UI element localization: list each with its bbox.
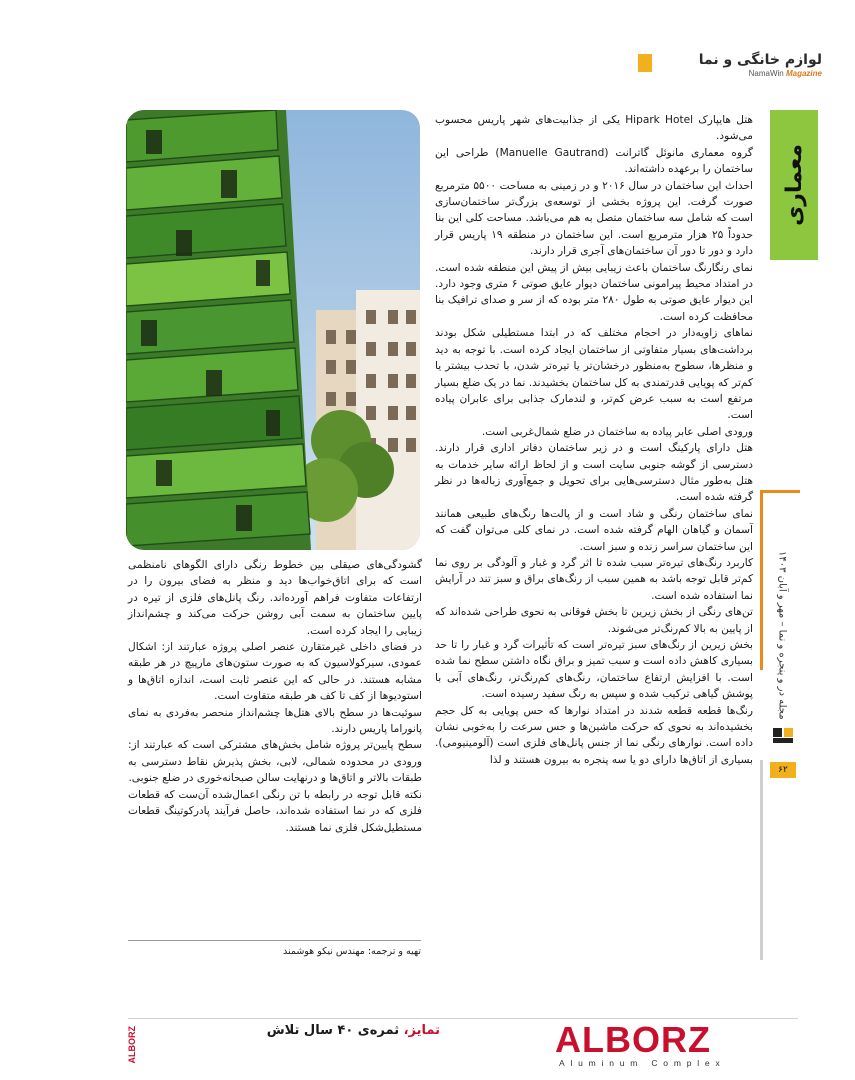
logo-brand: NamaWin <box>748 69 784 78</box>
paragraph: سوئیت‌ها در سطح بالای هتل‌ها چشم‌انداز منحصر به‌فردی به نمای پانوراما پاریس دارند. <box>128 706 422 736</box>
paragraph: هتل هایپارک Hipark Hotel یکی از جذابیت‌های شهر پاریس محسوب می‌شود. <box>435 114 754 143</box>
brand-tagline: Aluminum Complex <box>559 1058 726 1068</box>
paragraph: ورودی اصلی عابر پیاده به ساختمان در ضلع شمال‌غربی است. <box>481 425 753 438</box>
paragraph: نمای ساختمان رنگی و شاد است و از پالت‌ها رنگ‌های طبیعی همانند آسمان و گیاهان الهام گرفته شده است. در نمای کلی می‌توان گفت که این ساختمان سراسر زنده و سبز است. <box>435 507 753 553</box>
puzzle-logo-icon <box>770 722 796 748</box>
paragraph: بخش زیرین از رنگ‌های سبز تیره‌تر است که تأثیرات گرد و غبار را تا حد بسیاری کاهش داده است و سبب تمیز و براق نگاه داشتن سطح نما شده است. با افزایش ارتفاع ساختمان، رنگ‌های کم‌رنگ‌تر، رنگ‌های آبی با پوشش گیاهی ترکیب شده و سپس به رنگ سفید رسیده است. <box>435 639 753 701</box>
paragraph: رنگ‌ها قطعه قطعه شدند در امتداد نوارها که حس پویایی به کل حجم بخشیده‌اند به نحوی که حرکت ماشین‌ها و حس سرعت را به‌خوبی نشان داده است. نوارهای رنگی نما از جنس پانل‌های فلزی است (آلومینیومی). بسیاری از اتاق‌ها دارای دو یا سه پنجره به بیرون هستند و لذا <box>435 704 753 766</box>
section-title: معماری <box>781 144 807 226</box>
issue-label: مجله در و پنجره و نما – مهر و آبان ۱۴۰۳ <box>776 550 788 720</box>
paragraph: نماهای زاویه‌دار در احجام مختلف که در ابتدا مستطیلی شکل بودند برداشت‌های بسیار متفاوتی از ساختمان ایجاد کرده است. با توجه به دید و منظرها، سطوح به‌منظور درخشان‌تر یا تیره‌تر شدن، با تحدب بیشتر یا کم‌تر که پویایی قدرتمندی به کل ساختمان بخشیدند. نما در یک ضلع بسیار مرتفع است به سبب عرض کم‌تر، و لندمارک جذابی برای عابران پیاده است. <box>435 327 753 422</box>
brand-vertical-mark <box>126 1022 138 1068</box>
side-rule-grey <box>760 760 763 960</box>
building-photo <box>126 110 420 550</box>
logo-mark-icon <box>638 54 652 72</box>
accent-rule-horizontal <box>760 490 800 493</box>
logo-subtitle <box>749 69 822 78</box>
article-right-column <box>435 112 753 962</box>
paragraph: سطح پایین‌تر پروژه شامل بخش‌های مشترکی است که عبارتند از: ورودی در محدوده شمالی، لابی، بخش پذیرش نقاط دسترسی به طبقات بالاتر و اتاق‌ها و درنهایت سالن صبحانه‌خوری در ضلع جنوبی. <box>128 739 422 785</box>
magazine-logo <box>640 52 822 82</box>
paragraph: نکته قابل توجه در رابطه با تن رنگی اعمال‌شده آن‌ست که قطعات فلزی که در نما استفاده شده‌اند، حاصل فرآیند پادرکوتینگ قطعات مستطیل‌شکل فلزی نما هستند. <box>128 788 422 834</box>
accent-rule-vertical <box>760 490 763 670</box>
brand-name: ALBORZ <box>555 1019 711 1060</box>
paragraph: گروه معماری مانوئل گاترانت (Manuelle Gautrand) طراحی این ساختمان را برعهده داشته‌اند. <box>435 146 753 176</box>
paragraph: در فضای داخلی غیرمتقارن عنصر اصلی پروژه عبارتند از: اشکال عمودی، سیرکولاسیون که به صورت ستون‌های مارپیچ در هر طبقه مشابه هستند. در حالی که این عنصر ثابت است، اندازه اتاق‌ها و استودیوها از کف تا کف هر طبقه متفاوت است. <box>128 641 422 703</box>
paragraph: کاربرد رنگ‌های تیره‌تر سبب شده تا اثر گرد و غبار و آلودگی بر روی نما کم‌تر قابل توجه باشد به همین سبب از رنگ‌های براق و سبز تند در آرایش نما استفاده شده است. <box>435 556 753 602</box>
author-credit: تهیه و ترجمه: مهندس نیکو هوشمند <box>282 946 421 957</box>
paragraph: احداث این ساختمان در سال ۲۰۱۶ و در زمینی به مساحت ۵۵۰۰ مترمربع صورت گرفت. این پروژه بخشی از توسعه‌ی بزرگ‌تر ساختمان‌سازی است که شامل سه ساختمان متصل به هم می‌باشد. مساحت کلی این بنا حدوداً ۲۵ هزار مترمربع است. این ساختمان در منطقه ۱۹ پاریس قرار دارد و دور تا دور آن ساختمان‌های آجری قرار دارند. <box>435 179 753 258</box>
building-facade-illustration <box>126 110 420 550</box>
footer-slogan <box>250 1023 440 1038</box>
page-number: ۶۲ <box>770 762 796 778</box>
section-tab <box>770 110 818 260</box>
slogan-highlight: تمایز، <box>403 1023 440 1038</box>
credit-divider <box>128 940 421 941</box>
brand-vertical-text: ALBORZ <box>127 1026 137 1064</box>
slogan-text: ثمره‌ی ۴۰ سال تلاش <box>266 1023 404 1038</box>
alborz-logo <box>555 1019 731 1068</box>
paragraph: نمای رنگارنگ ساختمان باعث زیبایی بیش از پیش این منطقه شده است. در امتداد محیط پیرامونی ساختمان دیوار عایق صوتی ۶ متری وجود دارد. این دیوار عایق صوتی به طول ۲۸۰ متر بوده که از سر و صدای ترافیک بنا محافظت کرده است. <box>435 261 753 323</box>
logo-title: لوازم خانگی و نما <box>698 52 822 68</box>
logo-magazine: Magazine <box>785 69 822 78</box>
paragraph: گشودگی‌های صیقلی بین خطوط رنگی دارای الگوهای نامنظمی است که برای اتاق‌خواب‌ها دید و منظر به فضای بیرون را در ارتفاعات متفاوت فراهم آورده‌اند. رنگ پانل‌های فلزی از تیره در پایین ساختمان به سمت آبی روشن حرکت می‌کند و چشم‌انداز زیبایی را ایجاد کرده است. <box>128 559 422 637</box>
paragraph: تن‌های رنگی از بخش زیرین تا بخش فوقانی به نحوی طراحی شده‌اند که از پایین به بالا کم‌رنگ‌تر می‌شوند. <box>435 606 753 635</box>
article-left-column <box>128 557 422 897</box>
paragraph: هتل دارای پارکینگ است و در زیر ساختمان دفاتر اداری قرار دارند. دسترسی از گوشه جنوبی سایت است و از لحاظ ارائه سایر خدمات به هتل به‌طور مثال دسترسی‌هایی برای تحویل و جمع‌آوری زباله‌ها در نظر گرفته شده است. <box>435 442 753 504</box>
